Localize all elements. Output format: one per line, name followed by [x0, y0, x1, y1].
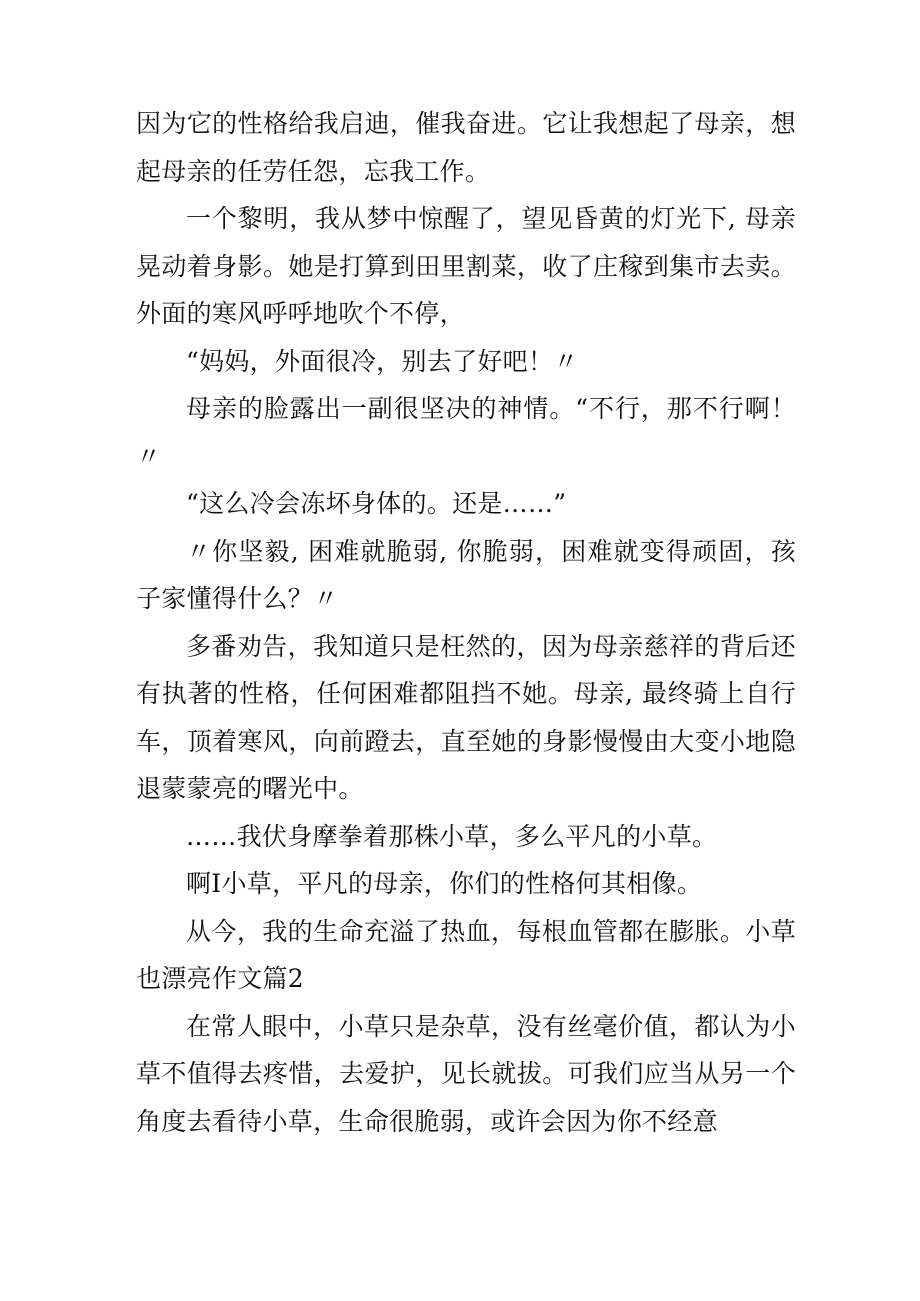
- paragraph-dialogue-child-1: “妈妈，外面很冷，别去了好吧！〃: [186, 346, 579, 376]
- paragraph-continuation: 因为它的性格给我启迪，催我奋进。它让我想起了母亲，想起母亲的任劳任怨，忘我工作。: [136, 109, 796, 186]
- paragraph-dawn: 一个黎明，我从梦中惊醒了，望见昏黄的灯光下, 母亲晃动着身影。她是打算到田里割菜，收了庄稼到集市去卖。外面的寒风呼呼地吹个不停，: [136, 204, 796, 328]
- paragraph-conclusion: 从今，我的生命充溢了热血，每根血管都在膨胀。小草也漂亮作文篇2: [136, 916, 796, 993]
- paragraph-essay-2-intro: 在常人眼中，小草只是杂草，没有丝毫价值，都认为小草不值得去疼惜，去爱护，见长就拔。可我们应当从另一个角度去看待小草，生命很脆弱，或许会因为你不经意: [136, 1011, 796, 1136]
- paragraph-grass: ……我伏身摩拳着那株小草，多么平凡的小草。: [186, 821, 718, 851]
- paragraph-dialogue-child-2: “这么冷会冻坏身体的。还是……”: [186, 489, 567, 518]
- paragraph-mother-reply: 母亲的脸露出一副很坚决的神情。“不行，那不行啊！〃: [136, 394, 796, 471]
- paragraph-exclamation: 啊I小草，平凡的母亲，你们的性格何其相像。: [186, 869, 703, 898]
- paragraph-mother-saying: 〃你坚毅, 困难就脆弱, 你脆弱，困难就变得顽固，孩子家懂得什么？〃: [136, 536, 796, 613]
- paragraph-persuasion: 多番劝告，我知道只是枉然的，因为母亲慈祥的背后还有执著的性格，任何困难都阻挡不她。母亲, 最终骑上自行车，顶着寒风，向前蹬去，直至她的身影慢慢由大变小地隐退蒙蒙亮的曙光中。: [136, 631, 796, 803]
- essay-body: [136, 100, 796, 1145]
